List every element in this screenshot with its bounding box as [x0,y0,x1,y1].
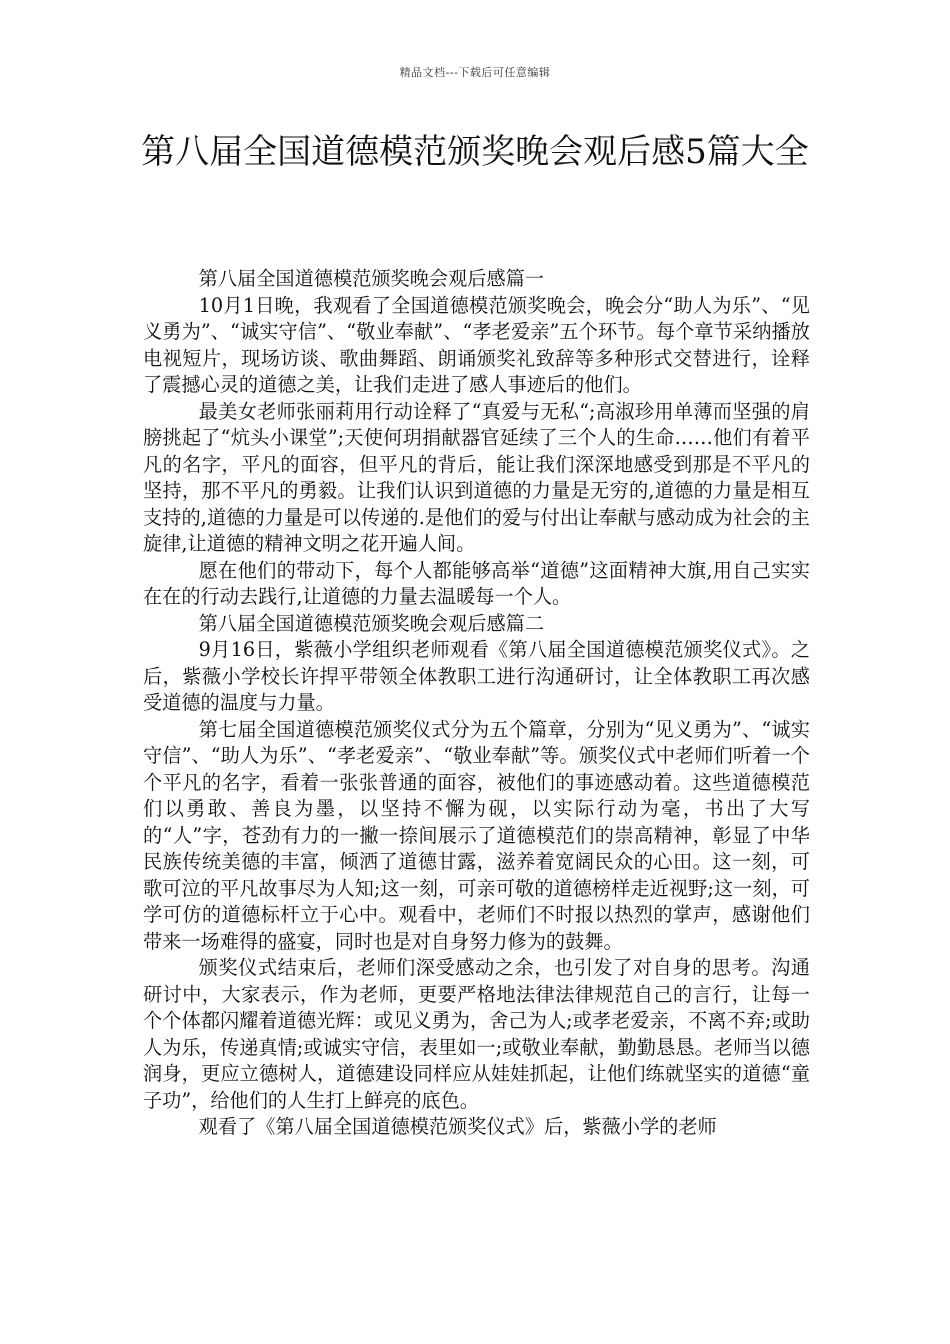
paragraph: 愿在他们的带动下，每个人都能够高举“道德”这面精神大旗,用自己实实在在的行动去践行,让道德的力量去温暖每一个人。 [143,558,810,608]
paragraph: 最美女老师张丽莉用行动诠释了“真爱与无私“;高淑珍用单薄而坚强的肩膀挑起了“炕头小课堂”;天使何玥捐献器官延续了三个人的生命……他们有着平凡的名字，平凡的面容，但平凡的背后，能让我们深深地感受到那是不平凡的坚持，那不平凡的勇毅。让我们认识到道德的力量是无穷的,道德的力量是相互支持的,道德的力量是可以传递的.是他们的爱与付出让奉献与感动成为社会的主旋律,让道德的精神文明之花开遍人间。 [143,399,810,555]
paragraph: 9月16日，紫薇小学组织老师观看《第八届全国道德模范颁奖仪式》。之后，紫薇小学校长许捍平带领全体教职工进行沟通研讨，让全体教职工再次感受道德的温度与力量。 [143,638,810,714]
section-heading-2: 第八届全国道德模范颁奖晚会观后感篇二 [198,611,545,635]
section-heading-1: 第八届全国道德模范颁奖晚会观后感篇一 [198,267,545,290]
document-body [143,266,810,1141]
document-title: 第八届全国道德模范颁奖晚会观后感5篇大全 [141,132,809,172]
page-header-note: 精品文档---下载后可任意编辑 [399,66,551,79]
paragraph: 10月1日晚，我观看了全国道德模范颁奖晚会，晚会分“助人为乐”、“见义勇为”、“诚实守信”、“敬业奉献”、“孝老爱亲”五个环节。每个章节采纳播放电视短片，现场访谈、歌曲舞蹈、朗诵颁奖礼致辞等多种形式交替进行，诠释了震撼心灵的道德之美，让我们走进了感人事迹后的他们。 [143,293,810,396]
paragraph: 第七届全国道德模范颁奖仪式分为五个篇章，分别为“见义勇为”、“诚实守信”、“助人为乐”、“孝老爱亲”、“敬业奉献”等。颁奖仪式中老师们听着一个个平凡的名字，看着一张张普通的面容，被他们的事迹感动着。这些道德模范们以勇敢、善良为墨，以坚持不懈为砚，以实际行动为毫，书出了大写的“人”字，苍劲有力的一撇一捺间展示了道德模范们的崇高精神，彰显了中华民族传统美德的丰富，倾洒了道德甘露，滋养着宽阔民众的心田。这一刻，可歌可泣的平凡故事尽为人知;这一刻，可亲可敬的道德榜样走近视野;这一刻，可学可仿的道德标杆立于心中。观看中，老师们不时报以热烈的掌声，感谢他们带来一场难得的盛宴，同时也是对自身努力修为的鼓舞。 [143,717,810,953]
paragraph: 颁奖仪式结束后，老师们深受感动之余，也引发了对自身的思考。沟通研讨中，大家表示，作为老师，更要严格地法律法律规范自己的言行，让每一个个体都闪耀着道德光辉：或见义勇为，舍己为人;或孝老爱亲，不离不弃;或助人为乐，传递真情;或诚实守信，表里如一;或敬业奉献，勤勤恳恳。老师当以德润身，更应立德树人，道德建设同样应从娃娃抓起，让他们练就坚实的道德“童子功”，给他们的人生打上鲜亮的底色。 [143,956,810,1112]
paragraph: 观看了《第八届全国道德模范颁奖仪式》后，紫薇小学的老师 [198,1115,717,1138]
